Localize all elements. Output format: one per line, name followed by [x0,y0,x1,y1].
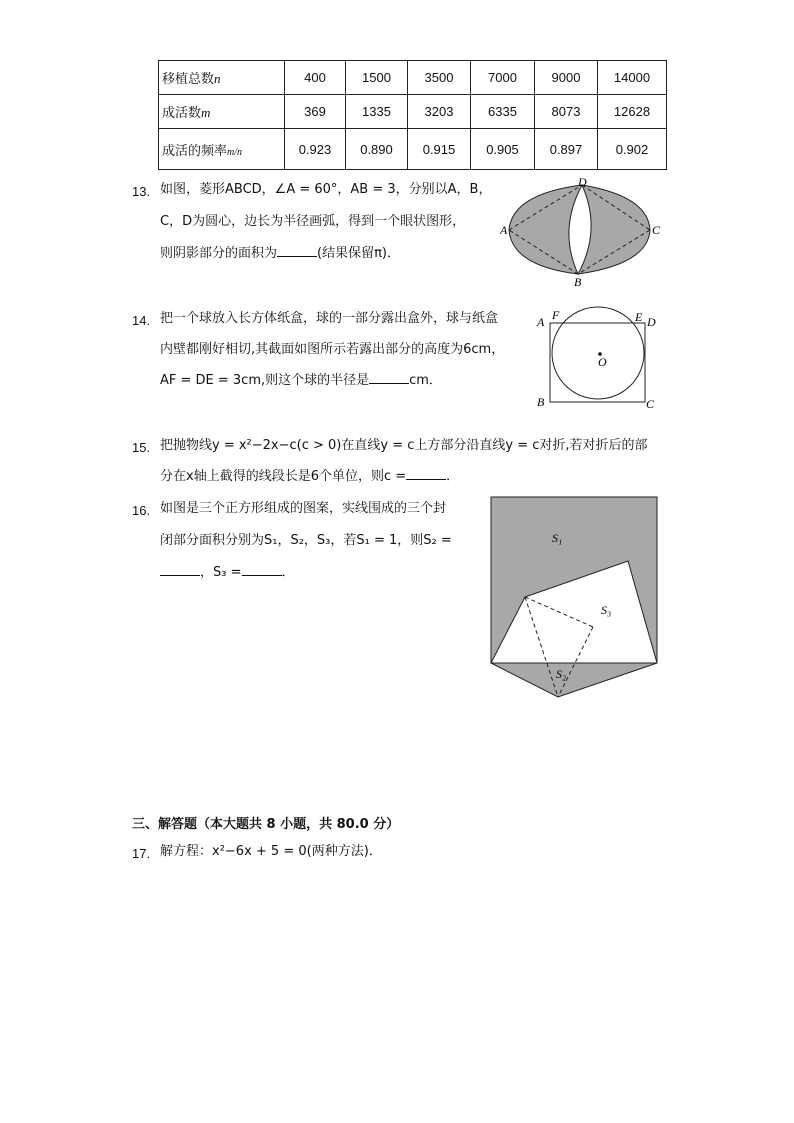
label-b: B [574,275,582,286]
label-o: O [598,355,607,369]
question-number: 17. [132,846,151,861]
table-cell: 369 [285,95,346,129]
question-15-line2: 分在x轴上截得的线段长是6个单位，则c = ． [160,462,459,492]
table-cell: 3203 [408,95,471,129]
question-17-text: 解方程：x²−6x + 5 = 0(两种方法)． [160,844,382,859]
question-16-line2: 闭部分面积分别为S₁，S₂，S₃，若S₁ = 1，则S₂ = [160,533,452,548]
row-header-frequency: 成活的频率m/n [159,129,285,170]
question-number: 15. [132,440,151,455]
label-d: D [647,315,656,329]
question-13-line1: 如图，菱形ABCD，∠A = 60°，AB = 3，分别以A，B， [160,182,492,197]
question-13-line2: C，D为圆心，边长为半径画弧，得到一个眼状图形， [160,214,466,229]
label-a: A [537,315,545,329]
row-header-total: 移植总数n [159,61,285,95]
label-s1: S₁ [552,531,563,545]
label-c: C [646,397,655,411]
label-s2: S₂ [556,667,567,681]
label-s3: S₃ [601,603,612,617]
survival-frequency-table [158,60,667,170]
table-cell: 3500 [408,61,471,95]
answer-blank[interactable] [242,561,282,576]
answer-blank[interactable] [369,369,409,384]
table-cell: 6335 [471,95,535,129]
table-cell: 12628 [598,95,667,129]
label-b: B [537,395,545,409]
row-header-survived: 成活数m [159,95,285,129]
table-cell: 1335 [346,95,408,129]
table-cell: 0.890 [346,129,408,170]
section-title: 三、解答题（本大题共 8 小题，共 80.0 分） [132,817,400,832]
question-13-line3: 则阴影部分的面积为 (结果保留π)． [160,239,400,269]
question-number: 13. [132,184,151,199]
label-c: C [652,223,661,237]
table-cell: 9000 [535,61,598,95]
table-cell: 400 [285,61,346,95]
table-cell: 1500 [346,61,408,95]
table-cell: 0.897 [535,129,598,170]
answer-blank[interactable] [277,242,317,257]
question-16-line1: 如图是三个正方形组成的图案，实线围成的三个封 [160,501,447,516]
ball-in-box-figure [534,302,664,412]
table-cell: 0.923 [285,129,346,170]
question-15-line1: 把抛物线y = x²−2x−c(c > 0)在直线y = c上方部分沿直线y = c对折,若对折后的部 [160,438,648,453]
three-squares-figure [488,494,662,700]
question-number: 16. [132,503,151,518]
label-a: A [500,223,508,237]
label-d: D [578,176,587,189]
question-number: 14. [132,313,151,328]
question-14-line1: 把一个球放入长方体纸盒，球的一部分露出盒外，球与纸盒 [160,311,499,326]
answer-blank[interactable] [406,465,446,480]
table-cell: 8073 [535,95,598,129]
question-16-line3: ，S₃ = ． [160,558,295,588]
question-14-line3: AF = DE = 3cm,则这个球的半径是 cm． [160,366,442,396]
eye-shape-figure [500,176,670,286]
table-cell: 0.915 [408,129,471,170]
label-e: E [635,310,643,324]
table-cell: 0.902 [598,129,667,170]
table-cell: 14000 [598,61,667,95]
answer-blank[interactable] [160,561,200,576]
table-cell: 7000 [471,61,535,95]
table-cell: 0.905 [471,129,535,170]
question-14-line2: 内壁都刚好相切,其截面如图所示若露出部分的高度为6cm， [160,342,505,357]
label-f: F [552,308,560,322]
